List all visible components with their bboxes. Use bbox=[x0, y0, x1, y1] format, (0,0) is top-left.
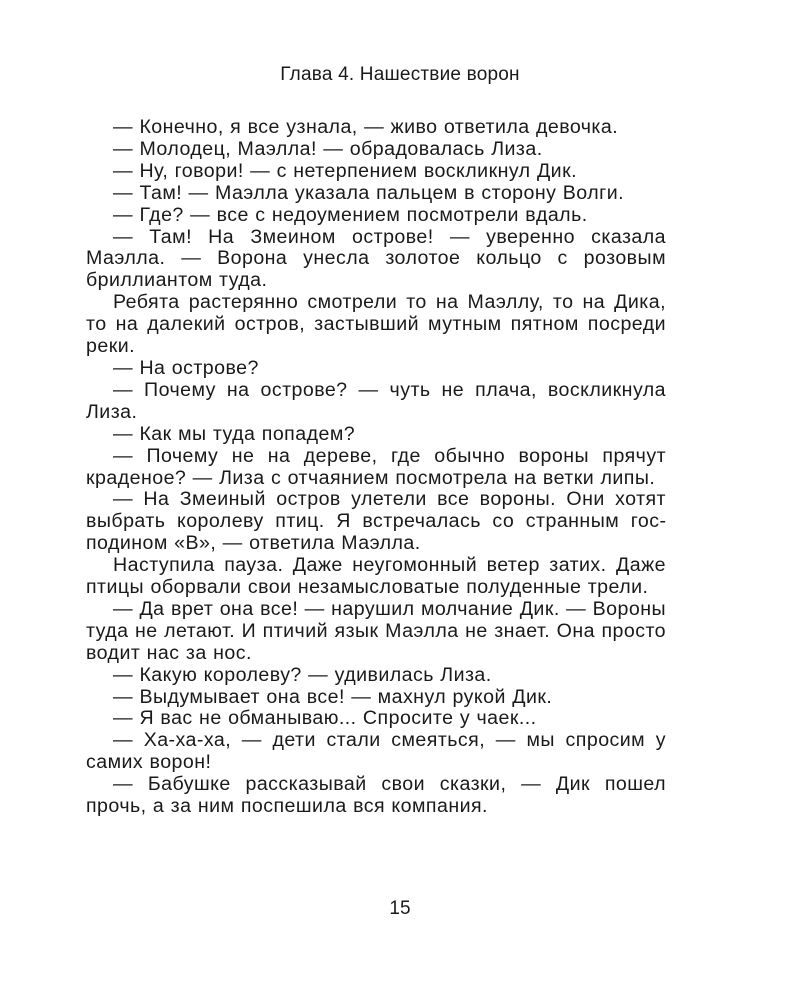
paragraph: — Ну, говори! — с нетерпением воскликнул Дик. bbox=[113, 159, 577, 182]
paragraph: — На острове? bbox=[113, 356, 259, 379]
paragraph: — Конечно, я все узнала, — живо ответила девочка. bbox=[113, 116, 619, 138]
paragraph: Наступила пауза. Даже неугомонный ветер затих. Даже птицы оборвали свои незамысловатые полуденные трели. bbox=[86, 554, 666, 599]
paragraph: — Ха-ха-ха, — дети стали смеяться, — мы спросим у самих ворон! bbox=[86, 729, 666, 774]
paragraph: — Да врет она все! — нарушил молчание Дик. — Вороны туда не летают. И птичий язык Маэлла не знает. Она просто водит нас за нос. bbox=[86, 597, 666, 664]
paragraph: — Молодец, Маэлла! — обрадовалась Лиза. bbox=[113, 137, 543, 160]
paragraph: — Там! На Змеином острове! — уверенно сказала Маэлла. — Ворона унесла золотое кольцо с розовым бриллиантом туда. bbox=[86, 225, 666, 292]
paragraph: — Почему на острове? — чуть не плача, воскликнула Лиза. bbox=[86, 378, 666, 423]
running-head: Глава 4. Нашествие ворон bbox=[280, 64, 520, 85]
paragraph: — Я вас не обманываю... Спросите у чаек... bbox=[113, 707, 537, 730]
paragraph: — Какую королеву? — удивилась Лиза. bbox=[113, 663, 492, 686]
paragraph: — Где? — все с недоумением посмотрели вдаль. bbox=[113, 203, 588, 226]
paragraph: — Бабушке рассказывай свои сказки, — Дик пошел прочь, а за ним поспешила вся компания. bbox=[86, 773, 666, 818]
paragraph: — Выдумывает она все! — махнул рукой Дик. bbox=[113, 685, 553, 708]
page-number: 15 bbox=[389, 898, 411, 919]
paragraph: Ребята растерянно смотрели то на Маэллу, то на Дика, то на далекий остров, застывший мутным пятном посреди реки. bbox=[86, 291, 666, 358]
body-text bbox=[86, 117, 666, 818]
paragraph: — Как мы туда попадем? bbox=[113, 422, 356, 445]
paragraph: — На Змеиный остров улетели все вороны. Они хотят выбрать королеву птиц. Я встречалась со странным господином «В», — ответила Маэлла. bbox=[86, 488, 666, 555]
paragraph: — Там! — Маэлла указала пальцем в сторону Волги. bbox=[113, 181, 624, 204]
paragraph: — Почему не на дереве, где обычно вороны прячут краденое? — Лиза с отчаянием посмотрела на ветки липы. bbox=[86, 444, 666, 489]
